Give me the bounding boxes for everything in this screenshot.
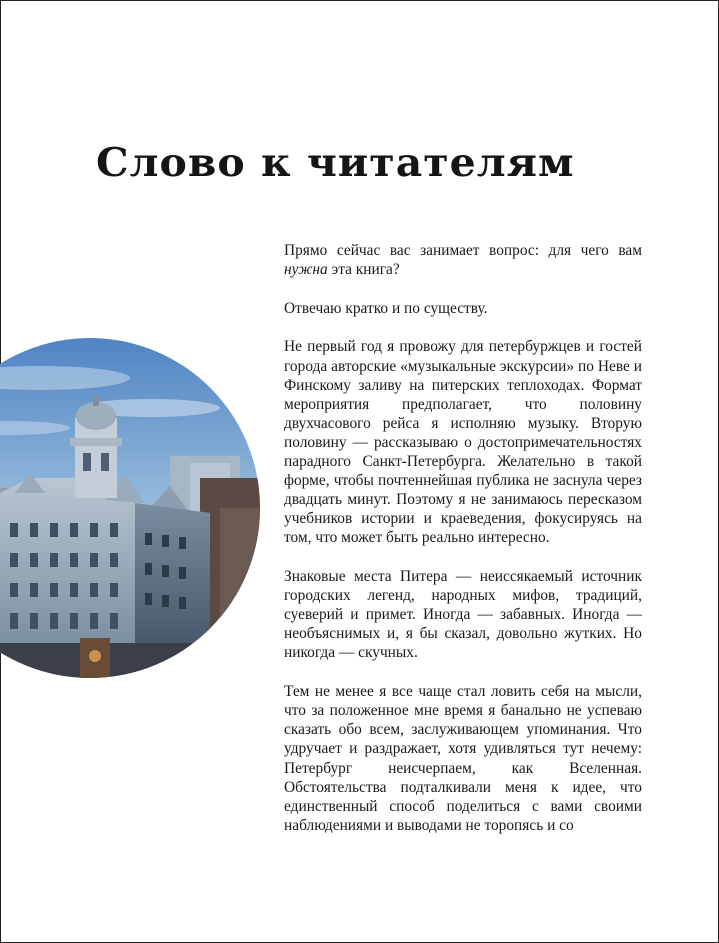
paragraph-1-end: эта книга? xyxy=(327,261,400,279)
paragraph-2: Отвечаю кратко и по существу. xyxy=(284,299,488,317)
paragraph-5: Тем не менее я все чаще стал ловить себя на мысли, что за положенное мне время я банально не успеваю сказать обо всем, заслуживающем упоминания. Что удручает и раздражает, хотя удивляться тут нечему: Петербург неисчерпаем, как Вселенная. Обстоятельства подталкивали меня к идее, что единственный способ поделиться с вами своими наблюдениями и выводами не торопясь и со xyxy=(284,683,642,834)
paragraph-3: Не первый год я провожу для петербуржцев и гостей города авторские «музыкальные экскурсии» по Неве и Финскому заливу на питерских теплоходах. Формат мероприятия предполагает, что половину двухчасового рейса я исполняю музыку. Вторую половину — рассказываю о достопримечательностях парадного Санкт-Петербурга. Желательно в такой форме, чтобы почтеннейшая публика не заснула через двадцать минут. Поэтому я не занимаюсь пересказом учебников истории и краеведения, фокусируясь на том, что может быть реально интересно. xyxy=(284,338,642,547)
paragraph-1-emphasis: нужна xyxy=(284,261,328,279)
paragraph-1-start: Прямо сейчас вас занимает вопрос: для чего вам xyxy=(284,242,642,259)
page-title: Слово к читателям xyxy=(96,140,575,186)
text-column xyxy=(284,241,642,835)
paragraph-1 xyxy=(284,241,642,279)
paragraph-4: Знаковые места Питера — неиссякаемый источник городских легенд, народных мифов, традиций, суеверий и примет. Иногда — забавных. Иногда — необъяснимых и, я бы сказал, довольно жутких. Но никогда — скучных. xyxy=(284,568,642,662)
